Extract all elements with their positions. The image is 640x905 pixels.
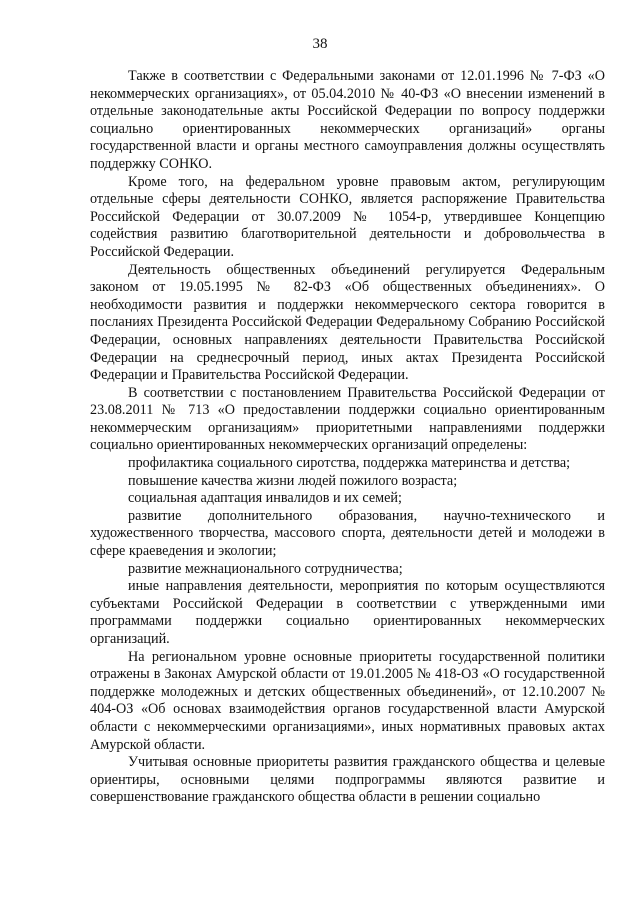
- paragraph-government-order: Кроме того, на федеральном уровне правовым актом, регулирующим отдельные сферы деятельности СОНКО, является распоряжение Правительства Российской Федерации от 30.07.2009 № 1054-р, утвердившее Концепцию содействия развитию благотворительной деятельности и добровольчества в Российской Федерации.: [90, 173, 605, 260]
- paragraph-federal-laws: Также в соответствии с Федеральными законами от 12.01.1996 № 7-ФЗ «О некоммерческих организациях», от 05.04.2010 № 40-ФЗ «О внесении изменений в отдельные законодательные акты Российской Федерации по вопросу поддержки социально ориентированных некоммерческих организаций» органы государственной власти и органы местного самоуправления должны осуществлять поддержку СОНКО.: [90, 68, 605, 172]
- page-number: 38: [312, 36, 328, 52]
- list-item: профилактика социального сиротства, поддержка материнства и детства;: [128, 455, 571, 472]
- document-body: [90, 68, 605, 807]
- paragraph-regional-level: На региональном уровне основные приоритеты государственной политики отражены в Законах Амурской области от 19.01.2005 № 418-ОЗ «О государственной поддержке молодежных и детских общественных объединений», от 12.10.2007 № 404-ОЗ «Об основах взаимодействия органов государственной власти Амурской области с некоммерческими организациями», иных нормативных правовых актах Амурской области.: [90, 648, 605, 753]
- list-item: иные направления деятельности, мероприятия по которым осуществляются субъектами Российской Федерации в соответствии с утвержденными ими программами поддержки социально ориентированных некоммерческих организаций.: [90, 578, 605, 647]
- paragraph-subprogram-goals: Учитывая основные приоритеты развития гражданского общества и целевые ориентиры, основными целями подпрограммы являются развитие и совершенствование гражданского общества области в решении социально: [90, 754, 605, 806]
- priority-list: [90, 455, 605, 649]
- paragraph-public-associations: Деятельность общественных объединений регулируется Федеральным законом от 19.05.1995 № 82-ФЗ «Об общественных объединениях». О необходимости развития и поддержки некоммерческого сектора говорится в посланиях Президента Российской Федерации Федеральному Собранию Российской Федерации, основных направлениях деятельности Правительства Российской Федерации на среднесрочный период, иных актах Президента Российской Федерации и Правительства Российской Федерации.: [90, 261, 605, 384]
- paragraph-resolution-713: В соответствии с постановлением Правительства Российской Федерации от 23.08.2011 № 713 «О предоставлении поддержки социально ориентированным некоммерческим организациям» приоритетными направлениями поддержки социально ориентированных некоммерческих организаций определены:: [90, 384, 605, 454]
- list-item: повышение качества жизни людей пожилого возраста;: [128, 472, 458, 489]
- list-item: развитие межнационального сотрудничества;: [128, 560, 403, 577]
- list-item: социальная адаптация инвалидов и их семей;: [128, 490, 402, 507]
- list-item: развитие дополнительного образования, научно-технического и художественного творчества, массового спорта, деятельности детей и молодежи в сфере краеведения и экологии;: [90, 507, 605, 560]
